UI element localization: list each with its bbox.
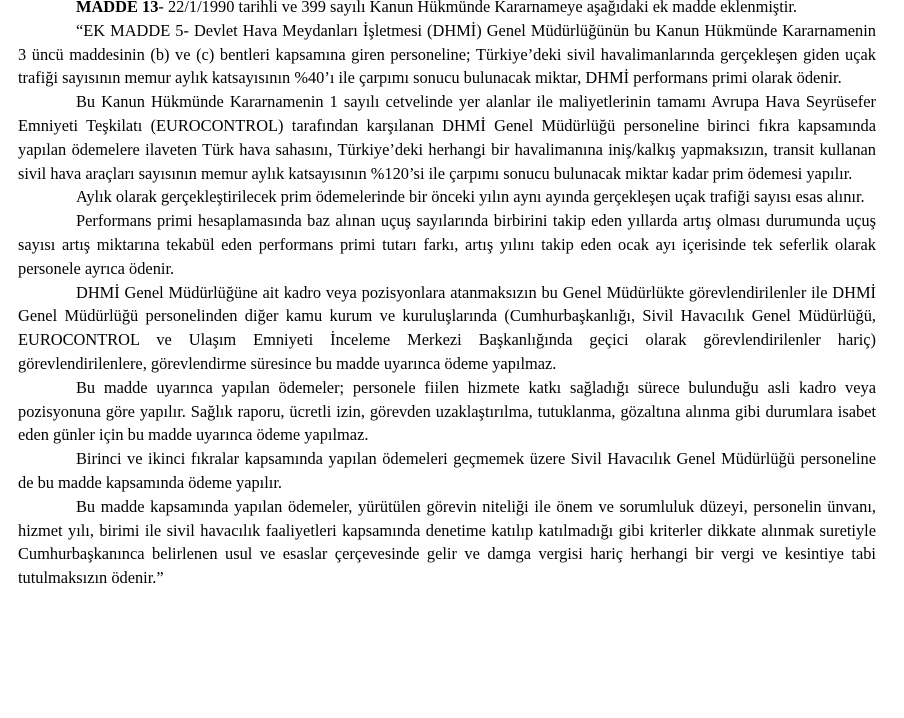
paragraph-6: Bu madde uyarınca yapılan ödemeler; personele fiilen hizmete katkı sağladığı sürece bulunduğu asli kadro veya pozisyonuna göre yapılır. Sağlık raporu, ücretli izin, görevden uzaklaştırılma, tutuklanma, gözaltına alınma gibi durumlara isabet eden günler için bu madde uyarınca ödeme yapılmaz. — [18, 377, 876, 445]
paragraph-5: DHMİ Genel Müdürlüğüne ait kadro veya pozisyonlara atanmaksızın bu Genel Müdürlükte görevlendirilenler ile DHMİ Genel Müdürlüğü personelinden diğer kamu kurum ve kuruluşlarında (Cumhurbaşkanlığı, Sivil Havacılık Genel Müdürlüğü, EUROCONTROL ve Ulaşım Emniyeti İnceleme Merkezi Başkanlığında geçici olarak görevlendirilenler hariç) görevlendirilenlere, görevlendirme süresince bu madde uyarınca ödeme yapılmaz. — [18, 282, 876, 373]
article-intro-text: - 22/1/1990 tarihli ve 399 sayılı Kanun Hükmünde Kararnameye aşağıdaki ek madde eklenmiştir. — [158, 0, 798, 16]
article-number: MADDE 13 — [76, 0, 159, 16]
paragraph-8: Bu madde kapsamında yapılan ödemeler, yürütülen görevin niteliği ile önem ve sorumluluk düzeyi, personelin ünvanı, hizmet yılı, birimi ile sivil havacılık faaliyetleri kapsamında denetime katılıp katılmadığı gibi kriterler dikkate alınmak suretiyle Cumhurbaşkanınca belirlenen usul ve esaslar çerçevesinde gelir ve damga vergisi hariç herhangi bir vergi ve kesintiye tabi tutulmaksızın ödenir.” — [18, 496, 876, 588]
paragraph-3: Aylık olarak gerçekleştirilecek prim ödemelerinde bir önceki yılın aynı ayında gerçekleşen uçak trafiği sayısı esas alınır. — [76, 187, 865, 207]
paragraph-2: Bu Kanun Hükmünde Kararnamenin 1 sayılı cetvelinde yer alanlar ile maliyetlerinin tamamı Avrupa Hava Seyrüsefer Emniyeti Teşkilatı (EUROCONTROL) tarafından karşılanan DHMİ Genel Müdürlüğü personeline birinci fıkra kapsamında yapılan ödemelere ilaveten Türk hava sahasını, Türkiye’deki herhangi bir havalimanına iniş/kalkış yapmaksızın, transit kullanan sivil hava araçları sayısının memur aylık katsayısının %120’si ile çarpımı sonucu bulunacak miktar kadar prim ödemesi yapılır. — [18, 92, 876, 183]
paragraph-4: Performans primi hesaplamasında baz alınan uçuş sayılarında birbirini takip eden yıllarda artış olması durumunda uçuş sayısı artış miktarına tekabül eden performans primi tutarı farkı, artış yılını takip eden ocak ayı içerisinde tek seferlik olarak personele ayrıca ödenir. — [18, 211, 876, 278]
paragraph-7: Birinci ve ikinci fıkralar kapsamında yapılan ödemeleri geçmemek üzere Sivil Havacılık Genel Müdürlüğü personeline de bu madde kapsamında ödeme yapılır. — [18, 449, 876, 492]
legal-document — [18, 0, 876, 590]
paragraph-1: “EK MADDE 5- Devlet Hava Meydanları İşletmesi (DHMİ) Genel Müdürlüğünün bu Kanun Hükmünde Kararnamenin 3 üncü maddesinin (b) ve (c) bentleri kapsamına giren personeline; Türkiye’deki sivil havalimanlarında gerçekleşen giden uçak trafiği sayısının memur aylık katsayısının %40’ı ile çarpımı sonucu bulunacak miktar, DHMİ performans primi olarak ödenir. — [18, 20, 876, 88]
article-intro-paragraph — [18, 0, 876, 19]
